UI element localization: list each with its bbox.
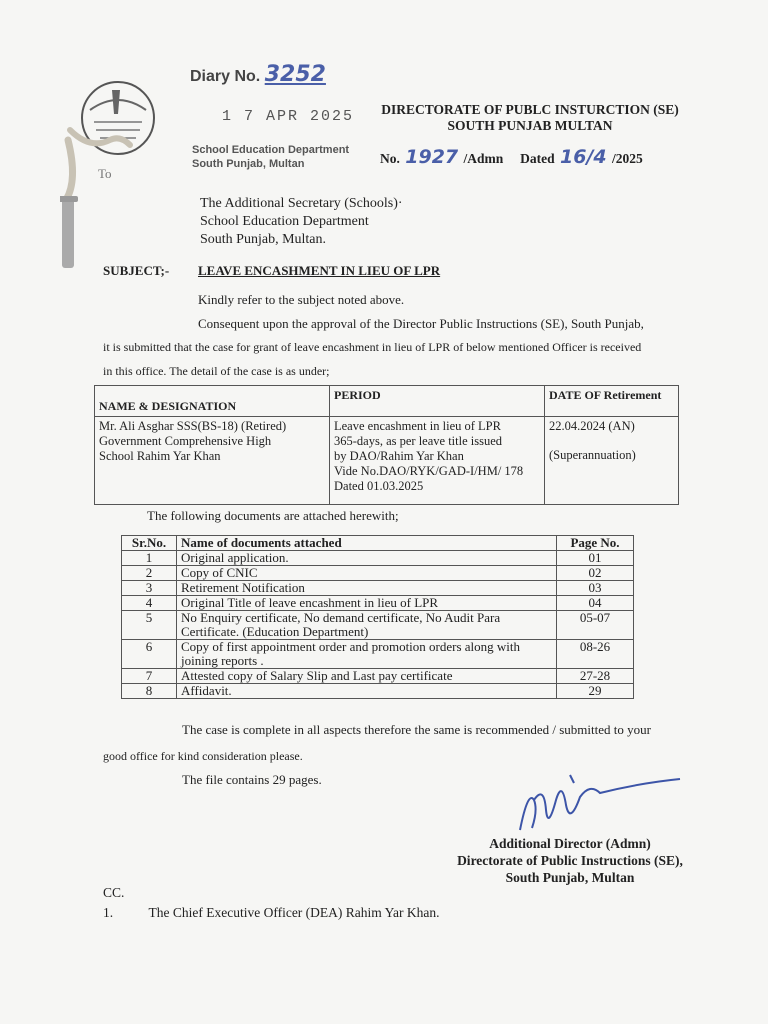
department-emblem (60, 70, 170, 280)
cell-document: Original application. (177, 551, 557, 566)
cell-document: No Enquiry certificate, No demand certificate, No Audit Para Certificate. (Education Department) (177, 611, 557, 640)
period-line4: Vide No.DAO/RYK/GAD-I/HM/ 178 (334, 464, 524, 478)
addressee-line1: The Additional Secretary (Schools)· (200, 196, 403, 211)
period-line5: Dated 01.03.2025 (334, 479, 424, 493)
cc-label: CC. (103, 885, 125, 900)
name-line2: Government Comprehensive High (99, 434, 272, 448)
cell-page: 08-26 (557, 640, 634, 669)
col-sr: Sr.No. (122, 536, 177, 551)
cell-page: 27-28 (557, 669, 634, 684)
col-page: Page No. (557, 536, 634, 551)
cc-item-1 (103, 905, 440, 921)
cell-document: Original Title of leave encashment in lieu of LPR (177, 596, 557, 611)
table-row (122, 551, 634, 566)
table-row (122, 684, 634, 699)
cell-document: Attested copy of Salary Slip and Last pay certificate (177, 669, 557, 684)
ref-admn: /Admn (463, 151, 504, 166)
paragraph-2: Consequent upon the approval of the Director Public Instructions (SE), South Punjab, (198, 316, 644, 331)
paragraph-4: in this office. The detail of the case is as under; (103, 364, 330, 378)
addressee (200, 195, 403, 249)
diary-number: 3252 (264, 62, 326, 87)
cell-page: 03 (557, 581, 634, 596)
table-row (122, 669, 634, 684)
cell-document: Copy of CNIC (177, 566, 557, 581)
signatory-location: South Punjab, Multan (505, 870, 635, 885)
name-line3: School Rahim Yar Khan (99, 449, 221, 463)
case-table-row (95, 417, 679, 505)
signatory-title: Additional Director (Admn) (489, 836, 651, 851)
letterhead-line1: DIRECTORATE OF PUBLC INSTURCTION (SE) (381, 102, 679, 117)
docs-table-header (122, 536, 634, 551)
subject-text: LEAVE ENCASHMENT IN LIEU OF LPR (198, 263, 441, 278)
cell-page: 04 (557, 596, 634, 611)
cell-page: 29 (557, 684, 634, 699)
cell-page: 02 (557, 566, 634, 581)
to-label: To (98, 166, 112, 181)
cell-document: Affidavit. (177, 684, 557, 699)
diary-label: Diary No. (190, 68, 261, 85)
cell-page: 01 (557, 551, 634, 566)
stamp-department (192, 143, 349, 171)
dated-value: 16/4 (560, 146, 607, 168)
paragraph-6b: good office for kind consideration please. (103, 749, 303, 763)
col-name-designation: NAME & DESIGNATION (95, 386, 330, 417)
retire-date: 22.04.2024 (AN) (549, 419, 635, 433)
ref-no-label: No. (380, 151, 400, 166)
documents-table (121, 535, 634, 699)
subject-label: SUBJECT;- (103, 263, 170, 278)
case-table-header (95, 386, 679, 417)
cell-sr: 8 (122, 684, 177, 699)
diary-stamp (190, 62, 326, 87)
handwritten-signature (510, 770, 700, 840)
cell-page: 05-07 (557, 611, 634, 640)
cc-item-1-text: The Chief Executive Officer (DEA) Rahim Yar Khan. (148, 905, 440, 920)
case-detail-table (94, 385, 679, 505)
retire-type: (Superannuation) (549, 448, 636, 462)
paragraph-1: Kindly refer to the subject noted above. (198, 292, 405, 307)
col-retirement: DATE OF Retirement (545, 386, 679, 417)
name-line1: Mr. Ali Asghar SSS(BS-18) (Retired) (99, 419, 287, 433)
addressee-line3: South Punjab, Multan. (200, 232, 327, 247)
cell-sr: 6 (122, 640, 177, 669)
cell-document: Retirement Notification (177, 581, 557, 596)
paragraph-7: The file contains 29 pages. (182, 772, 322, 787)
cell-sr: 5 (122, 611, 177, 640)
cell-sr: 2 (122, 566, 177, 581)
period-line2: 365-days, as per leave title issued (334, 434, 503, 448)
table-row (122, 581, 634, 596)
col-document: Name of documents attached (177, 536, 557, 551)
cell-name (95, 417, 330, 505)
cell-sr: 4 (122, 596, 177, 611)
dated-label: Dated (520, 151, 555, 166)
period-line1: Leave encashment in lieu of LPR (334, 419, 501, 433)
paragraph-6a: The case is complete in all aspects therefore the same is recommended / submitted to your (182, 722, 651, 737)
letterhead-line2: SOUTH PUNJAB MULTAN (447, 118, 613, 133)
stamp-dept-line1: School Education Department (192, 144, 350, 156)
stamp-date: 1 7 APR 2025 (222, 108, 355, 125)
cell-document: Copy of first appointment order and promotion orders along with joining reports . (177, 640, 557, 669)
signature-block (440, 835, 700, 886)
cell-sr: 1 (122, 551, 177, 566)
cell-sr: 3 (122, 581, 177, 596)
stamp-dept-line2: South Punjab, Multan (192, 158, 305, 170)
cell-sr: 7 (122, 669, 177, 684)
table-row (122, 640, 634, 669)
cell-retirement (545, 417, 679, 505)
col-period: PERIOD (330, 386, 545, 417)
table-row (122, 596, 634, 611)
paragraph-3: it is submitted that the case for grant of leave encashment in lieu of LPR of below mentioned Officer is received (103, 340, 642, 354)
dated-year: /2025 (612, 151, 643, 166)
paragraph-5: The following documents are attached herewith; (147, 508, 399, 523)
letterhead (375, 102, 685, 134)
cc-item-1-number: 1. (103, 905, 114, 920)
ref-no-value: 1927 (405, 146, 459, 168)
table-row (122, 566, 634, 581)
reference-line (380, 146, 643, 168)
cell-period (330, 417, 545, 505)
period-line3: by DAO/Rahim Yar Khan (334, 449, 464, 463)
signatory-office: Directorate of Public Instructions (SE), (457, 853, 683, 868)
table-row (122, 611, 634, 640)
addressee-line2: School Education Department (200, 214, 369, 229)
